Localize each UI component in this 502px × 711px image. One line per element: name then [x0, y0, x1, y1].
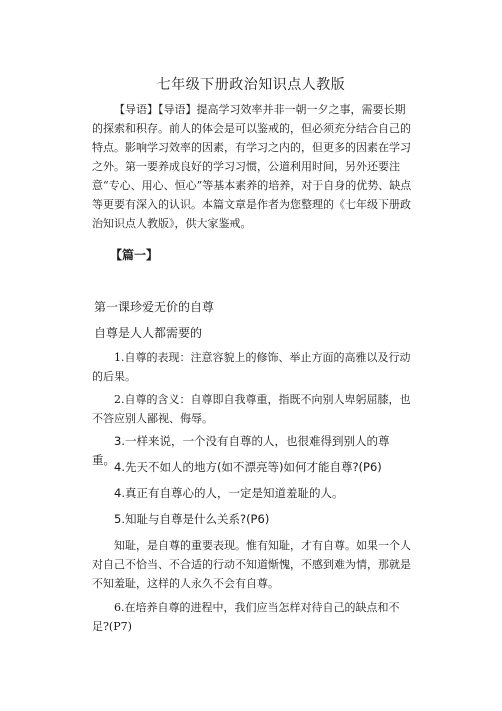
list-item: 知耻，是自尊的重要表现。惟有知耻，才有自尊。如果一个人对自己不恰当、不合适的行动不知道惭愧，不感到难为情，那就是不知羞耻，这样的人永久不会有自尊。: [92, 539, 411, 590]
list-item: 3.一样来说，一个没有自尊的人，也很难得到别人的尊重。: [92, 434, 390, 467]
list-item: 2.自尊的含义：自尊即自我尊重，指既不向别人卑躬屈膝，也不答应别人鄙视、侮辱。: [92, 393, 411, 425]
list-item: 1.自尊的表现：注意容貌上的修饰、举止方面的高雅以及行动的后果。: [92, 351, 411, 383]
part-heading: 【篇一】: [110, 248, 159, 262]
list-item: 4.真正有自尊心的人，一定是知道羞耻的人。: [114, 486, 344, 500]
lesson-title: 第一课珍爱无价的自尊: [94, 300, 215, 314]
section-title: 自尊是人人都需要的: [94, 326, 203, 340]
list-item: 6.在培养自尊的进程中，我们应当怎样对待自己的缺点和不足?(P7): [92, 601, 400, 633]
list-item: 5.知耻与自尊是什么关系?(P6): [114, 512, 270, 526]
list-item: 4.先天不如人的地方(如不漂亮等)如何才能自尊?(P6): [114, 460, 382, 474]
intro-paragraph: 【导语】【导语】提高学习效率并非一朝一夕之事，需要长期的探索和积存。前人的体会是可以鉴戒的，但必须充分结合自己的特点。影响学习效率的因素，有学习之内的，但更多的因素在学习之外。第一要养成良好的学习习惯，公道利用时间，另外还要注意“专心、用心、恒心”等基本素养的培养，对于自身的优势、缺点等更要有深入的认识。本篇文章是作者为您整理的《七年级下册政治知识点人教版》，供大家鉴戒。: [92, 103, 412, 230]
document-title: 七年级下册政治知识点人教版: [156, 77, 346, 93]
